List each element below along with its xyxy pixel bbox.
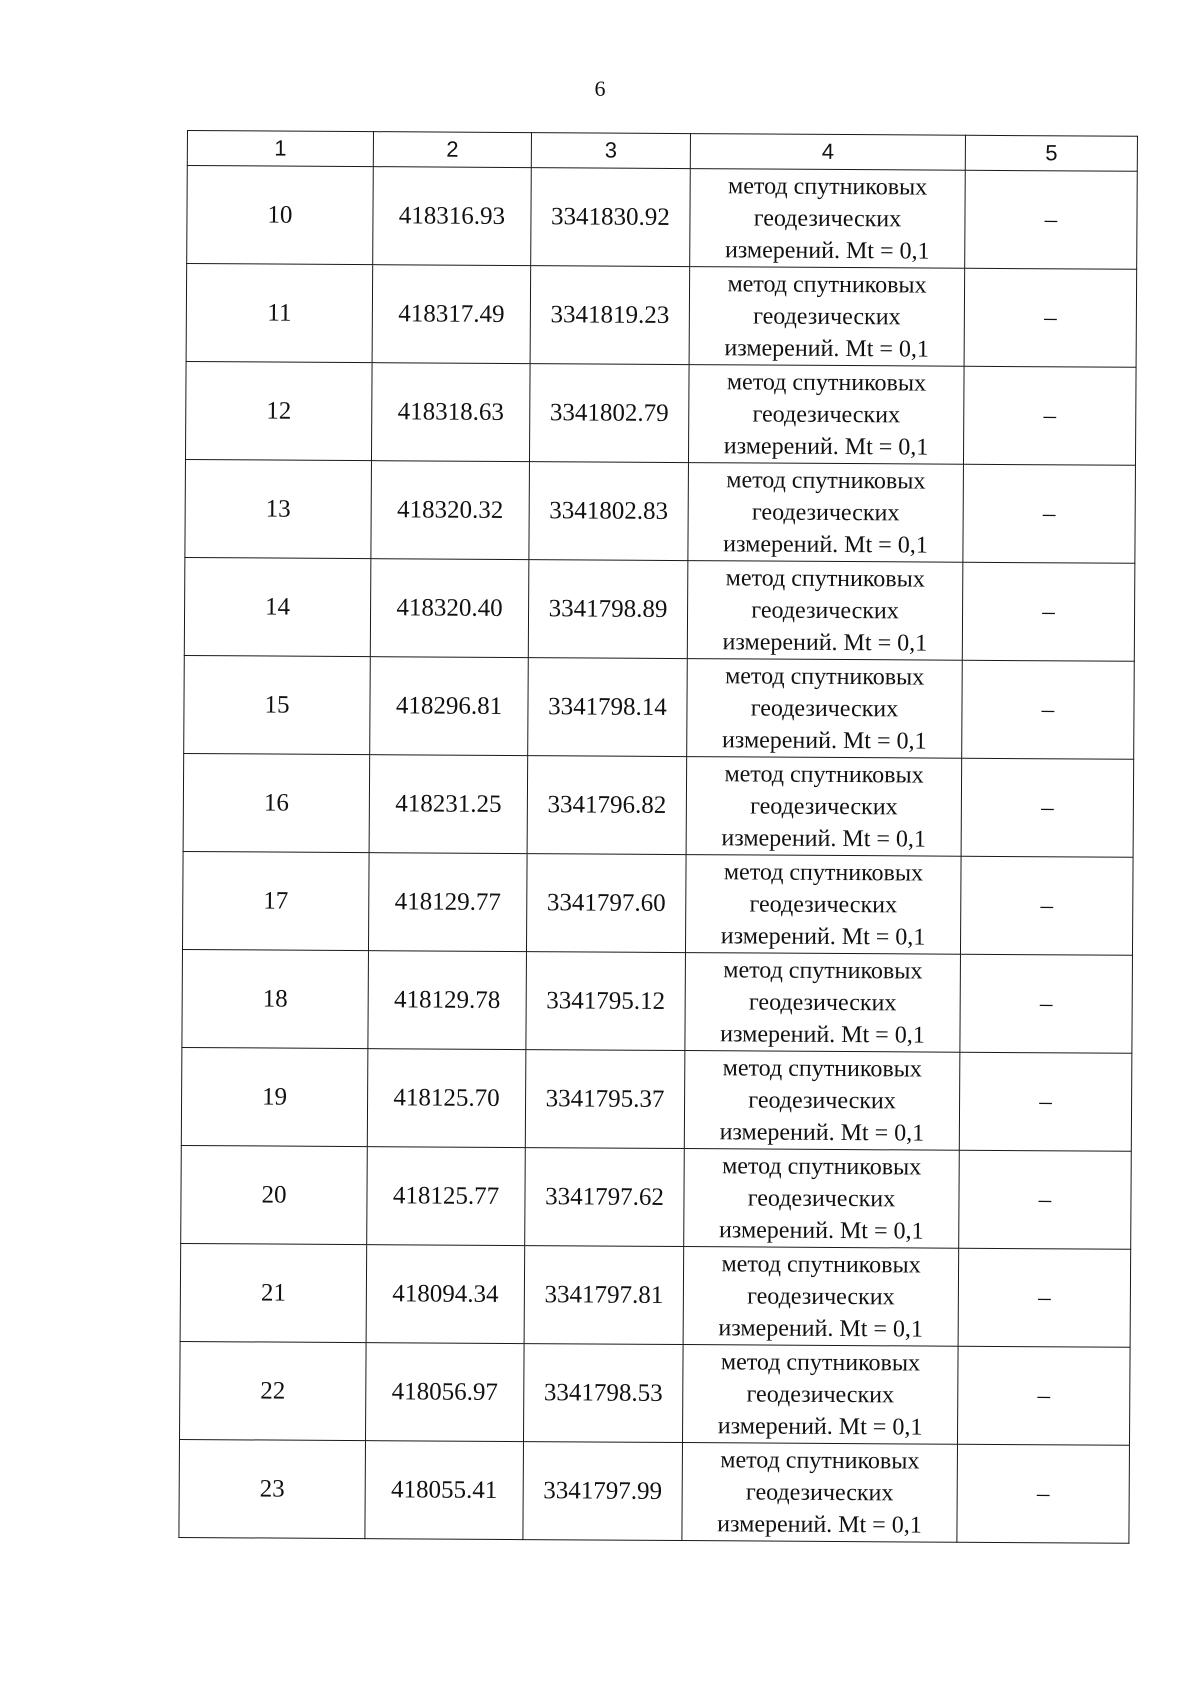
point-number-cell: 11 [186,264,373,363]
method-line: измерений. Mt = 0,1 [724,334,930,363]
method-line: метод спутниковых [725,662,925,691]
method-line: измерений. Mt = 0,1 [718,1314,924,1343]
x-coordinate-cell: 418296.81 [370,657,529,756]
method-cell [684,1051,960,1151]
x-coordinate-cell: 418125.70 [367,1049,526,1148]
method-line: геодезических [750,694,899,722]
note-cell: – [957,1444,1130,1543]
point-number-cell: 23 [179,1439,366,1538]
x-coordinate-cell: 418055.41 [365,1441,524,1540]
table-body [179,166,1137,1544]
method-line: геодезических [751,596,899,624]
y-coordinate-cell: 3341797.60 [526,854,686,953]
y-coordinate-cell: 3341798.53 [523,1344,683,1443]
table-row [181,1145,1132,1249]
method-cell [682,1443,958,1543]
x-coordinate-cell: 418317.49 [372,265,531,364]
point-number-cell: 15 [184,655,371,754]
y-coordinate-cell: 3341797.62 [525,1148,685,1247]
method-line: метод спутниковых [726,466,926,495]
x-coordinate-cell: 418125.77 [367,1147,526,1246]
table-header-row [187,131,1137,172]
method-line: геодезических [752,400,901,428]
column-header: 2 [373,132,531,168]
note-cell: – [959,1052,1132,1151]
x-coordinate-cell: 418056.97 [365,1343,524,1442]
method-line: геодезических [746,1380,895,1408]
method-line: геодезических [745,1478,894,1506]
note-cell: – [960,954,1133,1053]
method-line: измерений. Mt = 0,1 [719,1118,925,1147]
method-cell [688,463,964,563]
method-line: геодезических [749,890,898,918]
method-cell [682,1345,958,1445]
y-coordinate-cell: 3341830.92 [531,168,691,267]
method-line: измерений. Mt = 0,1 [720,922,926,951]
method-line: измерений. Mt = 0,1 [723,530,928,559]
y-coordinate-cell: 3341798.14 [528,658,688,757]
method-line: геодезических [750,792,898,820]
table-row [185,361,1136,465]
x-coordinate-cell: 418231.25 [369,755,528,854]
method-cell [683,1247,959,1347]
point-number-cell: 19 [181,1047,368,1146]
method-cell [690,169,966,269]
table-row [182,949,1133,1053]
point-number-cell: 20 [181,1145,368,1244]
point-number-cell: 13 [185,459,372,558]
x-coordinate-cell: 418320.40 [370,559,529,658]
method-line: геодезических [748,1086,896,1114]
method-cell [684,1149,960,1249]
note-cell: – [962,660,1135,759]
y-coordinate-cell: 3341796.82 [527,756,687,855]
table-row [186,264,1137,368]
method-line: геодезических [753,204,902,232]
column-header: 5 [965,135,1137,171]
method-line: геодезических [751,498,900,526]
method-line: метод спутниковых [724,760,924,789]
point-number-cell: 14 [184,557,371,656]
column-header: 1 [187,131,373,167]
note-cell: – [957,1346,1130,1445]
table-row [181,1047,1132,1151]
note-cell: – [958,1248,1131,1347]
coordinates-table [178,130,1138,1544]
point-number-cell: 22 [180,1341,367,1440]
table-row [179,1439,1130,1543]
point-number-cell: 18 [182,949,369,1048]
method-line: метод спутниковых [723,956,923,985]
method-cell [686,757,962,857]
method-line: геодезических [753,302,901,330]
method-line: измерений. Mt = 0,1 [717,1510,922,1539]
method-line: геодезических [748,988,897,1016]
method-line: измерений. Mt = 0,1 [723,432,929,461]
method-cell [685,953,961,1053]
note-cell: – [964,268,1137,367]
y-coordinate-cell: 3341802.83 [529,462,689,561]
note-cell: – [962,562,1135,661]
table-row [187,166,1138,270]
method-line: метод спутниковых [721,1250,921,1279]
method-line: измерений. Mt = 0,1 [722,628,928,657]
method-cell [685,855,961,955]
page-number: 6 [594,76,606,101]
table-row [182,851,1133,955]
note-cell: – [961,758,1134,857]
method-line: метод спутниковых [720,1446,920,1474]
table-row [183,753,1134,857]
point-number-cell: 12 [185,361,372,460]
point-number-cell: 16 [183,753,370,852]
method-cell [687,659,963,759]
method-line: метод спутниковых [723,858,924,887]
x-coordinate-cell: 418316.93 [373,167,532,266]
x-coordinate-cell: 418318.63 [371,363,530,462]
note-cell: – [960,856,1133,955]
method-line: метод спутниковых [726,368,927,397]
y-coordinate-cell: 3341802.79 [529,364,689,463]
note-cell: – [963,366,1136,465]
table-row [180,1243,1131,1347]
x-coordinate-cell: 418320.32 [371,461,530,560]
method-line: измерений. Mt = 0,1 [721,824,927,853]
table-row [185,459,1136,563]
method-line: метод спутниковых [728,172,928,201]
y-coordinate-cell: 3341797.81 [524,1246,684,1345]
method-line: измерений. Mt = 0,1 [718,1216,924,1245]
column-header: 3 [531,133,690,169]
point-number-cell: 10 [187,166,374,265]
method-cell [687,561,963,661]
y-coordinate-cell: 3341819.23 [530,266,690,365]
method-line: метод спутниковых [722,1054,922,1083]
method-line: измерений. Mt = 0,1 [721,726,927,755]
x-coordinate-cell: 418129.77 [368,853,527,952]
method-line: геодезических [747,1184,896,1212]
method-line: измерений. Mt = 0,1 [724,236,930,265]
method-line: геодезических [747,1282,895,1310]
point-number-cell: 17 [182,851,369,950]
method-cell [689,267,965,367]
method-cell [688,365,964,465]
method-line: метод спутниковых [727,270,927,299]
point-number-cell: 21 [180,1243,367,1342]
table-row [184,655,1135,759]
method-line: измерений. Mt = 0,1 [717,1412,923,1441]
note-cell: – [959,1150,1132,1249]
table-row [180,1341,1131,1445]
note-cell: – [965,170,1138,269]
method-line: метод спутниковых [722,1152,922,1181]
note-cell: – [963,464,1136,563]
table-row [184,557,1135,661]
method-line: метод спутниковых [725,564,925,593]
method-line: метод спутниковых [720,1348,921,1377]
y-coordinate-cell: 3341795.37 [525,1050,685,1149]
y-coordinate-cell: 3341798.89 [528,560,688,659]
method-line: измерений. Mt = 0,1 [720,1020,925,1049]
y-coordinate-cell: 3341797.99 [523,1442,683,1541]
x-coordinate-cell: 418094.34 [366,1245,525,1344]
column-header: 4 [690,134,965,171]
x-coordinate-cell: 418129.78 [368,951,527,1050]
y-coordinate-cell: 3341795.12 [526,952,686,1051]
